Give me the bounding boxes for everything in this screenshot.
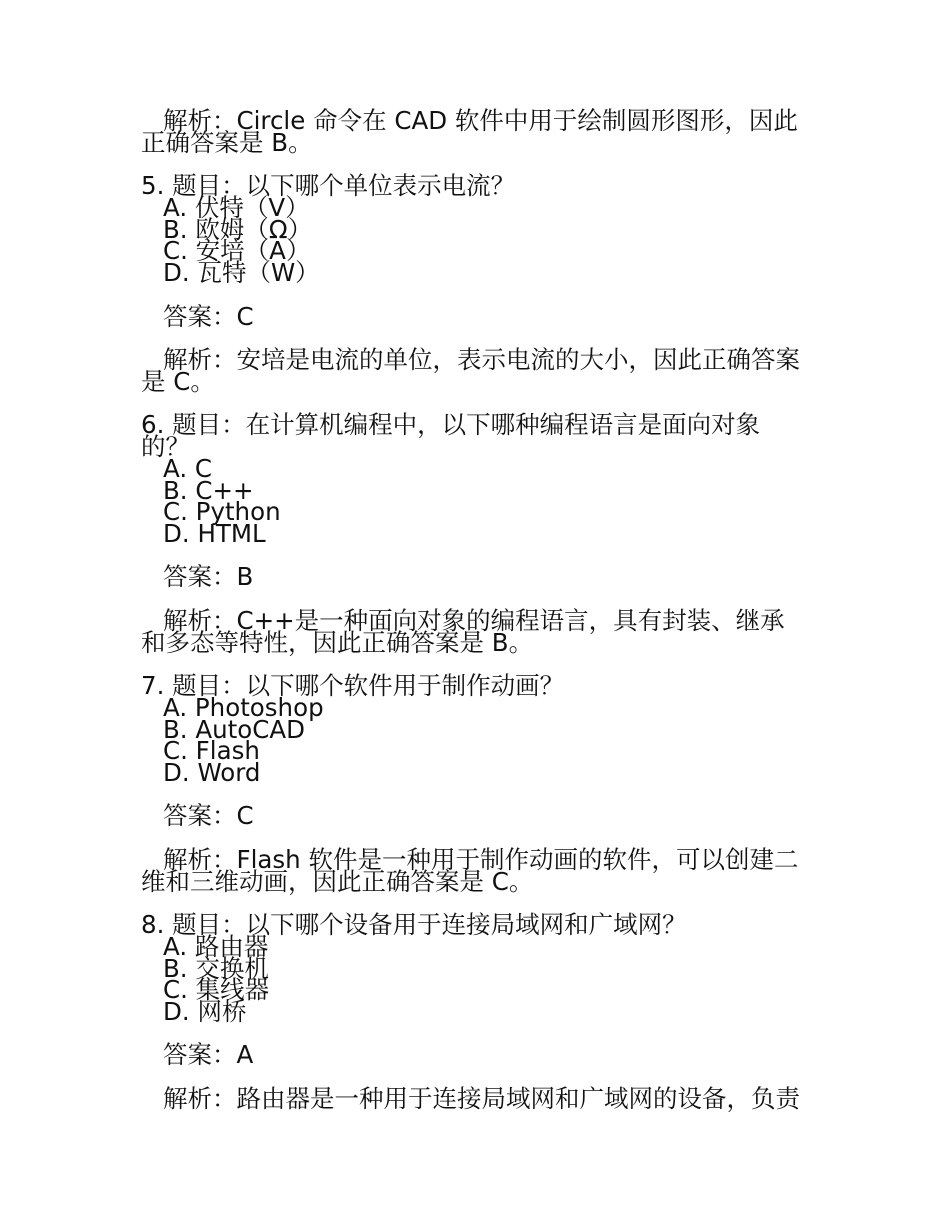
explanation-text: 正确答案是 B。 xyxy=(141,128,313,157)
option-b: B. 欧姆（Ω） xyxy=(163,215,313,244)
explanation-text: 解析：安培是电流的单位，表示电流的大小，因此正确答案 xyxy=(163,345,800,374)
explanation-text: 维和三维动画，因此正确答案是 C。 xyxy=(141,867,534,896)
explanation-text: 解析：Flash 软件是一种用于制作动画的软件，可以创建二 xyxy=(163,845,799,874)
explanation-text: 和多态等特性，因此正确答案是 B。 xyxy=(141,628,534,657)
question-stem: 6. 题目：在计算机编程中，以下哪种编程语言是面向对象 xyxy=(141,410,761,439)
option-a: A. 路由器 xyxy=(163,932,269,961)
option-a: A. 伏特（V） xyxy=(163,193,310,222)
option-c: C. 安培（A） xyxy=(163,236,311,265)
question-stem: 7. 题目：以下哪个软件用于制作动画？ xyxy=(141,671,565,700)
answer-text: 答案：C xyxy=(163,801,254,830)
question-stem: 8. 题目：以下哪个设备用于连接局域网和广域网？ xyxy=(141,910,687,939)
question-stem: 的？ xyxy=(141,432,190,461)
explanation-text: 解析：C++是一种面向对象的编程语言，具有封装、继承 xyxy=(163,606,785,635)
explanation-text: 解析：Circle 命令在 CAD 软件中用于绘制圆形图形，因此 xyxy=(163,106,798,135)
option-d: D. 瓦特（W） xyxy=(163,258,320,287)
option-d: D. Word xyxy=(163,758,261,787)
option-d: D. 网桥 xyxy=(163,997,247,1026)
answer-text: 答案：B xyxy=(163,562,254,591)
question-stem: 5. 题目：以下哪个单位表示电流？ xyxy=(141,171,516,200)
option-c: C. 集线器 xyxy=(163,975,270,1004)
answer-text: 答案：A xyxy=(163,1040,254,1069)
option-d: D. HTML xyxy=(163,519,266,548)
explanation-text: 解析：路由器是一种用于连接局域网和广域网的设备，负责 xyxy=(163,1084,800,1113)
explanation-text: 是 C。 xyxy=(141,367,215,396)
option-c: C. Flash xyxy=(163,736,260,765)
option-a: A. C xyxy=(163,454,213,483)
option-b: B. C++ xyxy=(163,476,254,505)
option-c: C. Python xyxy=(163,497,281,526)
option-b: B. 交换机 xyxy=(163,954,269,983)
option-a: A. Photoshop xyxy=(163,693,324,722)
answer-text: 答案：C xyxy=(163,302,254,331)
option-b: B. AutoCAD xyxy=(163,715,305,744)
